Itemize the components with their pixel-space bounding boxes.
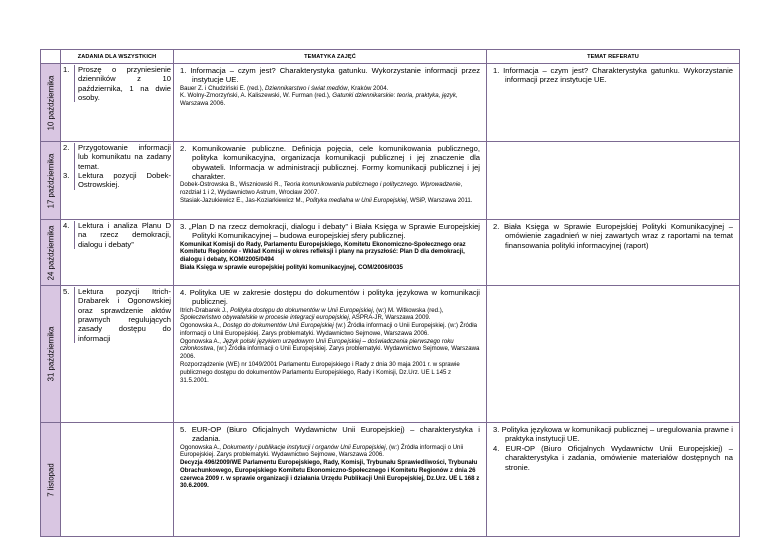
date-label: 10 października — [46, 75, 55, 130]
report-cell — [487, 64, 740, 142]
date-cell — [41, 423, 61, 537]
report-cell — [487, 286, 740, 423]
report-item: 4. EUR-OP (Biuro Oficjalnych Wydawnictw Unii Europejskiej) – charakterystyka i zadania, omówienie materiałów dostępnych na stronie. — [493, 443, 733, 472]
literature-item: Rozporządzenie (WE) nr 1049/2001 Parlamentu Europejskiego i Rady z dnia 30 maja 2001 r. w sprawie publicznego dostępu do dokumentów Parlamentu Europejskiego, Rady i Komisji, Dz.Urz. UE L 145 z 31.5.2001. — [180, 361, 460, 384]
literature-item: Biała Księga w sprawie europejskiej polityki komunikacyjnej, COM/2006/0035 — [180, 263, 403, 271]
literature-item: Bauer Z. i Chudziński E. (red.), Dziennikarstwo i świat mediów, Kraków 2004. — [180, 84, 389, 92]
literature-item: Dobek-Ostrowska B., Wiszniowski R., Teoria komunikowania publicznego i politycznego. Wprowadzenie, rozdział 1 i 2, Wydawnictwo Astrum, Wrocław 2007. — [180, 181, 463, 196]
date-label: 31 października — [46, 326, 55, 382]
literature-item: Decyzja 496/2009/WE Parlamentu Europejskiego, Rady, Komisji, Trybunału Sprawiedliwości, Trybunału Obrachunkowego, Europejskiego Komitetu Ekonomiczno-Społecznego i Komitetu Regionów z dnia 26 czerwca 2009 r. w sprawie organizacji i działania Urzędu Publikacji Unii Europejskiej, Dz.Urz. UE L 168 z 30.6.2009. — [180, 459, 480, 490]
table-row — [41, 220, 740, 286]
date-cell — [41, 286, 61, 423]
table-row — [41, 64, 740, 142]
tasks-cell — [61, 64, 174, 142]
task-item — [63, 143, 171, 171]
header-date-cell — [41, 50, 61, 64]
report-cell — [487, 220, 740, 286]
report-item: 1. Informacja – czym jest? Charakterystyka gatunku. Wykorzystanie informacji przez instytucje UE. — [493, 66, 733, 85]
task-text: Proszę o przyniesienie dzienników z 10 października, 1 na dwie osoby. — [78, 65, 171, 102]
topic-cell — [174, 286, 487, 423]
task-number: 1. — [63, 65, 75, 102]
report-item: 2. Biała Księga w Sprawie Europejskiej Polityki Komunikacyjnej – omówienie zagadnień w niej zawartych wraz z raportami na temat finansowania polityki informacyjnej (raport) — [493, 222, 733, 250]
topic-heading: 2. Komunikowanie publiczne. Definicja pojęcia, cele komunikowania publicznego, polityka komunikacyjna, organizacja komunikacji publicznej i jej znaczenie dla obywateli. Informacja w administracji publicznej. Formy komunikacji publicznej i jej charakter. — [180, 144, 480, 181]
report-cell — [487, 423, 740, 537]
topic-cell — [174, 142, 487, 220]
tasks-cell — [61, 142, 174, 220]
task-item — [63, 65, 171, 102]
syllabus-table — [40, 49, 740, 537]
literature-item: Komunikat Komisji do Rady, Parlamentu Europejskiego, Komitetu Ekonomiczno-Społecznego oraz Komitetu Regionów - Wkład Komisji w okres refleksji i plany na przyszłość: Plan D dla demokracji, dialogu i debaty, KOM/2005/0494 — [180, 240, 466, 264]
tasks-cell — [61, 286, 174, 423]
topic-cell — [174, 220, 487, 286]
task-number: 4. — [63, 221, 75, 249]
tasks-cell — [61, 423, 174, 537]
task-text: Lektura pozycji Itrich-Drabarek i Ogonowskiej oraz sprawdzenie aktów prawnych regulujących zasady dostępu do informacji — [78, 287, 171, 343]
literature-item: Itrich-Drabarek J., Polityka dostępu do dokumentów w Unii Europejskiej, (w:) M. Witkowska (red.), Społeczeństwo obywatelskie w procesie integracji europejskiej, ASPRA-JR, Warszawa 2009. — [180, 306, 444, 322]
literature-item: Ogonowska A., Dostęp do dokumentów Unii Europejskiej (w:) Źródła informacji o Unii Europejskiej. (w:) Źródła informacji o Unii Europejskiej. Zarys problematyki. Wydawnictwo Sejmowe, Warszawa 2006. — [180, 322, 478, 337]
topic-cell — [174, 423, 487, 537]
task-number: 5. — [63, 287, 75, 343]
table-row — [41, 142, 740, 220]
task-text: Przygotowanie informacji lub komunikatu na zadany temat. — [78, 143, 171, 171]
task-item — [63, 171, 171, 190]
literature-item: Ogonowska A., Język polski językiem urzędowym Unii Europejskiej – doświadczenia pierwszego roku członkostwa, (w:) Źródła informacji o Unii Europejskiej. Zarys problematyki. Wydawnictwo Sejmowe, Warszawa 2006. — [180, 337, 480, 361]
task-item — [63, 287, 171, 343]
tasks-cell — [61, 220, 174, 286]
date-label: 17 października — [46, 153, 55, 208]
task-number: 3. — [63, 171, 75, 190]
literature-item: Stasiak-Jazukiewicz E., Jas-Koziarkiewicz M., Polityka medialna w Unii Europejskiej, WSiP, Warszawa 2011. — [180, 196, 473, 204]
topic-heading: 3. „Plan D na rzecz demokracji, dialogu i debaty” i Biała Księga w Sprawie Europejskiej Polityki Komunikacyjnej – budowa europejskiej sfery publicznej. — [180, 222, 480, 241]
topic-cell — [174, 64, 487, 142]
date-cell — [41, 142, 61, 220]
task-text: Lektura pozycji Dobek-Ostrowskiej. — [78, 170, 171, 190]
topic-heading: 1. Informacja – czym jest? Charakterystyka gatunku. Wykorzystanie informacji przez instytucje UE. — [180, 66, 480, 85]
date-cell — [41, 220, 61, 286]
header-topics: TEMATYKA ZAJĘĆ — [174, 50, 487, 64]
literature-item: Ogonowska A., Dokumenty i publikacje instytucji i organów Unii Europejskiej, (w:) Źródła informacji o Unii Europejskiej. Zarys problematyki. Wydawnictwo Sejmowe, Warszawa 2006. — [180, 443, 464, 459]
topic-heading: 5. EUR-OP (Biuro Oficjalnych Wydawnictw Unii Europejskiej) – charakterystyka i zadania. — [180, 425, 480, 444]
task-item — [63, 221, 171, 249]
header-row — [41, 50, 740, 64]
date-label: 24 października — [46, 225, 55, 280]
literature-item: K. Wolny-Zmorzyński, A. Kaliszewski, W. Furman (red.), Gatunki dziennikarskie: teoria, praktyka, język, Warszawa 2006. — [180, 92, 458, 108]
date-label: 7 listopad — [46, 462, 55, 497]
table-row — [41, 423, 740, 537]
header-tasks: ZADANIA DLA WSZYSTKICH — [61, 50, 174, 64]
report-item: 3. Polityka językowa w komunikacji publicznej – uregulowania prawne i praktyka instytucji UE. — [493, 425, 733, 444]
header-report: TEMAT REFERATU — [487, 50, 740, 64]
topic-heading: 4. Polityka UE w zakresie dostępu do dokumentów i polityka językowa w komunikacji publicznej. — [180, 288, 480, 307]
task-number: 2. — [63, 143, 75, 171]
table-row — [41, 286, 740, 423]
date-cell — [41, 64, 61, 142]
report-cell — [487, 142, 740, 220]
task-text: Lektura i analiza Planu D na rzecz demokracji, dialogu i debaty” — [78, 221, 171, 249]
